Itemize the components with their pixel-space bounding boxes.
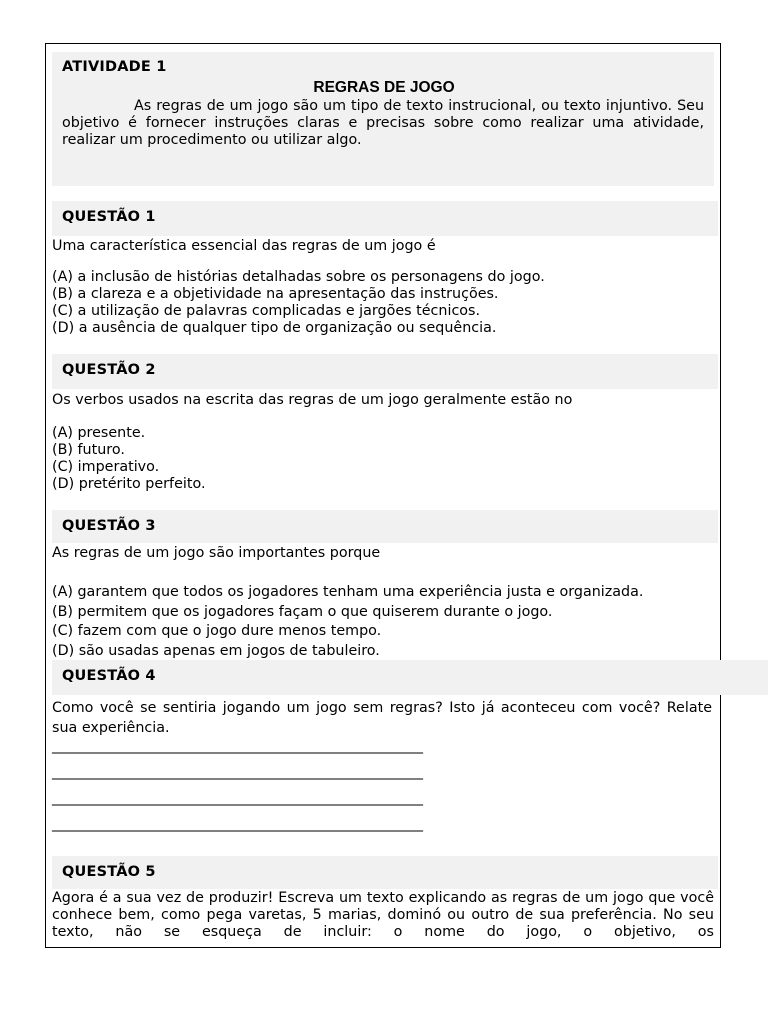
q2-option-b: (B) futuro. [52, 442, 125, 458]
q3-option-a: (A) garantem que todos os jogadores tenham uma experiência justa e organizada. [52, 584, 644, 600]
q3-options [52, 584, 643, 660]
q3-option-c: (C) fazem com que o jogo dure menos tempo. [52, 623, 382, 639]
q4-answer-line[interactable]: _____________________________________________________ [52, 764, 423, 780]
q1-option-b: (B) a clareza e a objetividade na apresentação das instruções. [52, 286, 499, 302]
q1-option-c: (C) a utilização de palavras complicadas e jargões técnicos. [52, 303, 481, 319]
q4-heading: QUESTÃO 4 [62, 668, 156, 684]
q4-answer-line[interactable]: _____________________________________________________ [52, 738, 423, 754]
activity-label: ATIVIDADE 1 [62, 59, 167, 75]
q5-heading: QUESTÃO 5 [62, 864, 156, 880]
q2-prompt: Os verbos usados na escrita das regras de um jogo geralmente estão no [52, 392, 573, 408]
q2-option-d: (D) pretérito perfeito. [52, 476, 206, 492]
q1-option-a: (A) a inclusão de histórias detalhadas sobre os personagens do jogo. [52, 269, 545, 285]
q3-option-b: (B) permitem que os jogadores façam o que quiserem durante o jogo. [52, 603, 553, 620]
q3-option-d: (D) são usadas apenas em jogos de tabuleiro. [52, 642, 380, 659]
q2-option-a: (A) presente. [52, 425, 146, 441]
q2-heading: QUESTÃO 2 [62, 362, 156, 378]
q3-heading: QUESTÃO 3 [62, 518, 156, 534]
q1-prompt: Uma característica essencial das regras de um jogo é [52, 238, 436, 254]
activity-title: REGRAS DE JOGO [313, 79, 455, 96]
q5-prompt: Agora é a sua vez de produzir! Escreva um texto explicando as regras de um jogo que você conhece bem, como pega varetas, 5 marias, dominó ou outro de sua preferência. No seu texto, não se esqueça de incluir: o nome do jogo, o objetivo, os [52, 890, 714, 940]
activity-intro: As regras de um jogo são um tipo de texto instrucional, ou texto injuntivo. Seu objetivo é fornecer instruções claras e precisas sobre como realizar uma atividade, realizar um procedimento ou utilizar algo. [62, 98, 704, 148]
q4-band [52, 660, 768, 695]
q2-option-c: (C) imperativo. [52, 459, 160, 475]
q2-options [52, 425, 206, 493]
worksheet-frame [45, 43, 721, 948]
q1-option-d: (D) a ausência de qualquer tipo de organização ou sequência. [52, 320, 497, 336]
q1-options [52, 269, 545, 337]
q4-prompt: Como você se sentiria jogando um jogo sem regras? Isto já aconteceu com você? Relate sua experiência. [52, 700, 712, 736]
q4-answer-line[interactable]: _____________________________________________________ [52, 816, 423, 832]
q4-answer-line[interactable]: _____________________________________________________ [52, 790, 423, 806]
q3-prompt: As regras de um jogo são importantes porque [52, 545, 381, 561]
q1-heading: QUESTÃO 1 [62, 209, 156, 225]
